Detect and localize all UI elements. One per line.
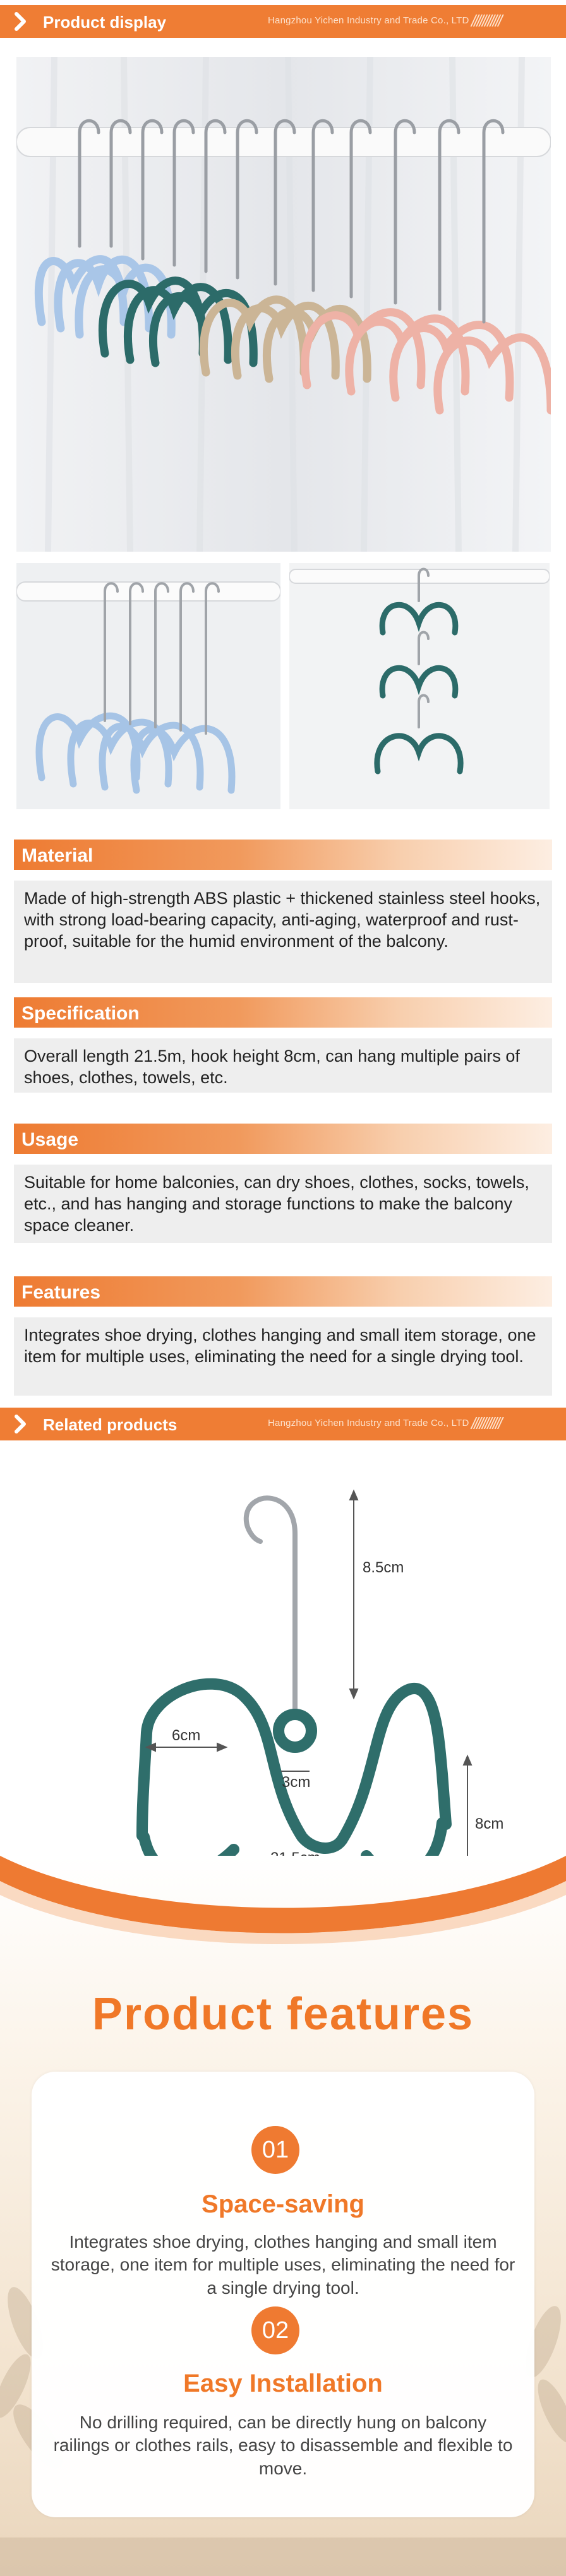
specification-heading	[14, 997, 552, 1028]
company-name: Hangzhou Yichen Industry and Trade Co., LTD	[268, 1418, 469, 1428]
orange-wave-decoration	[0, 1856, 566, 1950]
feature-text-easy-installation: No drilling required, can be directly hung on balcony railings or clothes rails, easy to disassemble and flexible to move.	[53, 2413, 513, 2478]
specification-heading-text: Specification	[21, 1003, 140, 1024]
chevron-right-icon	[10, 10, 33, 33]
material-text: Made of high-strength ABS plastic + thickened stainless steel hooks, with strong load-bearing capacity, anti-aging, waterproof and rust-proof, suitable for the humid environment of the balcony.	[14, 881, 552, 983]
specification-text: Overall length 21.5m, hook height 8cm, can hang multiple pairs of shoes, clothes, towels, etc.	[14, 1038, 552, 1093]
features-heading	[14, 1276, 552, 1307]
hero-photo-hangers	[16, 57, 551, 552]
product-features-title: Product features	[92, 1989, 474, 2039]
banner-title: Related products	[43, 1415, 178, 1434]
photo-blue-hangers	[16, 563, 280, 809]
banner-title: Product display	[43, 13, 167, 32]
chevron-right-icon	[10, 1413, 33, 1435]
photo-green-hangers-stacked	[289, 563, 550, 809]
feature-heading-easy-installation: Easy Installation	[183, 2370, 383, 2397]
usage-heading	[14, 1124, 552, 1154]
dim-side-height: 8cm	[475, 1815, 504, 1832]
feature-number-01: 01	[251, 2126, 299, 2174]
product-display-banner	[0, 5, 566, 38]
banner-decoration: ///////////	[471, 1414, 501, 1433]
feature-text-space-saving: Integrates shoe drying, clothes hanging and small item storage, one item for multiple uses, eliminating the need for a single drying tool.	[51, 2232, 515, 2298]
dim-hook-height: 8.5cm	[363, 1559, 404, 1576]
features-text: Integrates shoe drying, clothes hanging and small item storage, one item for multiple uses, eliminating the need for a single drying tool.	[14, 1317, 552, 1396]
feature-number-02: 02	[251, 2306, 299, 2354]
banner-decoration: ///////////	[471, 11, 501, 30]
material-heading	[14, 840, 552, 870]
related-products-banner	[0, 1408, 566, 1440]
usage-heading-text: Usage	[21, 1129, 79, 1150]
material-heading-text: Material	[21, 845, 93, 866]
company-name: Hangzhou Yichen Industry and Trade Co., LTD	[268, 15, 469, 26]
feature-heading-space-saving: Space-saving	[202, 2190, 364, 2218]
dim-ring-diameter: 3cm	[282, 1774, 311, 1791]
dim-arm-width: 6cm	[172, 1727, 201, 1744]
steel-hook	[246, 1498, 295, 1716]
usage-text: Suitable for home balconies, can dry shoes, clothes, socks, towels, etc., and has hanging and storage functions to make the balcony space cleaner.	[14, 1165, 552, 1243]
features-heading-text: Features	[21, 1282, 101, 1303]
